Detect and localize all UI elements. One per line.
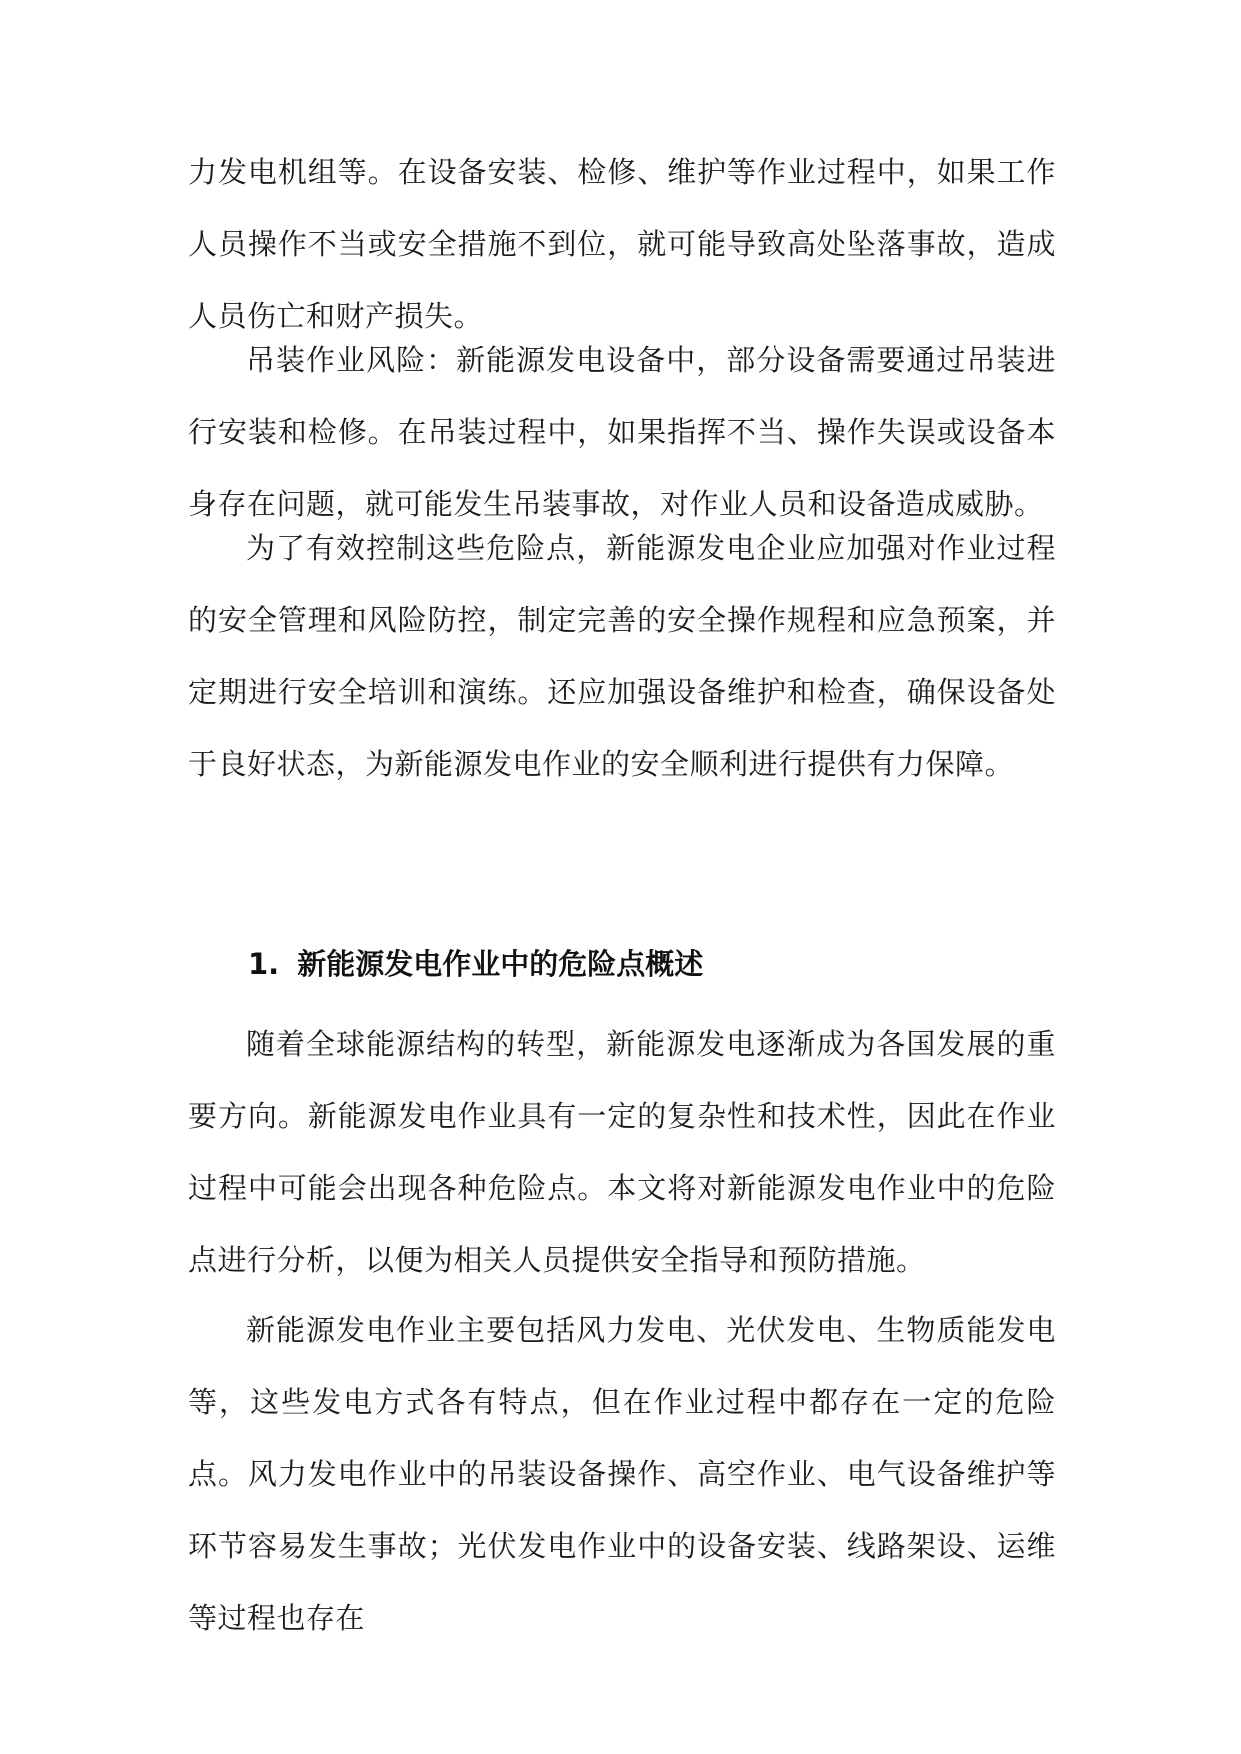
- section-heading: [248, 928, 703, 1000]
- paragraph-lifting-risk: 吊装作业风险：新能源发电设备中，部分设备需要通过吊装进行安装和检修。在吊装过程中，如果指挥不当、操作失误或设备本身存在问题，就可能发生吊装事故，对作业人员和设备造成威胁。: [188, 343, 1056, 521]
- section-number: 1.: [248, 947, 280, 981]
- paragraph-overview: 随着全球能源结构的转型，新能源发电逐渐成为各国发展的重要方向。新能源发电作业具有一定的复杂性和技术性，因此在作业过程中可能会出现各种危险点。本文将对新能源发电作业中的危险点进行分析，以便为相关人员提供安全指导和预防措施。: [188, 1027, 1056, 1277]
- paragraph-risk-control: 为了有效控制这些危险点，新能源发电企业应加强对作业过程的安全管理和风险防控，制定完善的安全操作规程和应急预案，并定期进行安全培训和演练。还应加强设备维护和检查，确保设备处于良好状态，为新能源发电作业的安全顺利进行提供有力保障。: [188, 531, 1056, 781]
- paragraph-continuation: 力发电机组等。在设备安装、检修、维护等作业过程中，如果工作人员操作不当或安全措施不到位，就可能导致高处坠落事故，造成人员伤亡和财产损失。: [188, 155, 1056, 333]
- paragraph-generation-types: 新能源发电作业主要包括风力发电、光伏发电、生物质能发电等，这些发电方式各有特点，但在作业过程中都存在一定的危险点。风力发电作业中的吊装设备操作、高空作业、电气设备维护等环节容易发生事故；光伏发电作业中的设备安装、线路架设、运维等过程也存在: [188, 1313, 1056, 1635]
- section-title: 新能源发电作业中的危险点概述: [297, 947, 704, 981]
